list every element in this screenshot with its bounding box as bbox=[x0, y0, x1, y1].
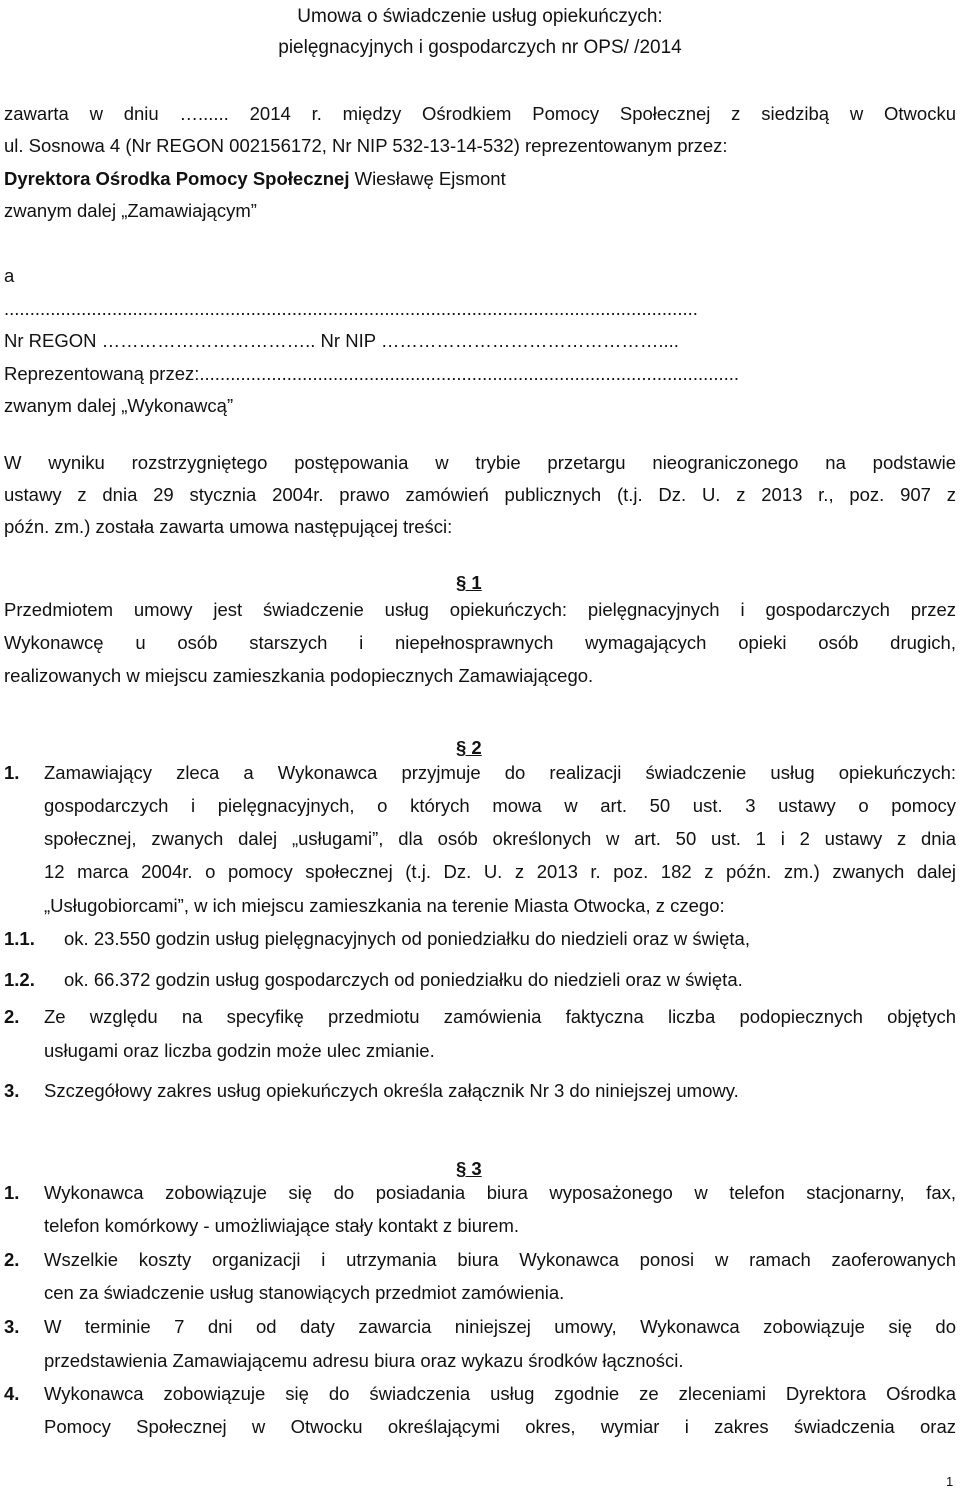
section-1-line-3: realizowanych w miejscu zamieszkania podopiecznych Zamawiającego. bbox=[4, 665, 594, 686]
section-2-item-1-line-2: gospodarczych i pielęgnacyjnych, o których mowa w art. 50 ust. 3 ustawy o pomocy bbox=[44, 795, 956, 816]
section-3-item-4-number: 4. bbox=[4, 1383, 20, 1404]
section-2-item-1-1-number: 1.1. bbox=[4, 928, 35, 949]
section-2-item-1-number: 1. bbox=[4, 762, 20, 783]
header-line-1: zawarta w dniu …...... 2014 r. między Ośrodkiem Pomocy Społecznej z siedzibą w Otwocku bbox=[4, 103, 956, 124]
intro-line-3: późn. zm.) została zawarta umowa następującej treści: bbox=[4, 516, 453, 537]
ordering-party-label: zwanym dalej „Zamawiającym” bbox=[4, 200, 257, 221]
intro-line-1: W wyniku rozstrzygniętego postępowania w trybie przetargu nieograniczonego na podstawie bbox=[4, 452, 956, 473]
contractor-label: zwanym dalej „Wykonawcą” bbox=[4, 395, 234, 416]
section-3-item-1-number: 1. bbox=[4, 1182, 20, 1203]
section-3-item-1-line-1: Wykonawca zobowiązuje się do posiadania biura wyposażonego w telefon stacjonarny, fax, bbox=[44, 1182, 956, 1203]
section-1-heading: § 1 bbox=[456, 572, 482, 593]
section-1-line-2: Wykonawcę u osób starszych i niepełnosprawnych wymagających opieki osób drugich, bbox=[4, 632, 956, 653]
section-3-item-3-number: 3. bbox=[4, 1316, 20, 1337]
director-name: Wiesławę Ejsmont bbox=[349, 168, 506, 189]
section-3-item-3-line-1: W terminie 7 dni od daty zawarcia niniejszej umowy, Wykonawca zobowiązuje się do bbox=[44, 1316, 956, 1337]
section-3-item-2-line-2: cen za świadczenie usług stanowiących przedmiot zamówienia. bbox=[44, 1282, 565, 1303]
header-line-3 bbox=[4, 162, 506, 195]
and-connector: a bbox=[4, 265, 15, 286]
section-3-item-3-line-2: przedstawienia Zamawiającemu adresu biura oraz wykazu środków łączności. bbox=[44, 1350, 684, 1371]
header-line-2: ul. Sosnowa 4 (Nr REGON 002156172, Nr NIP 532-13-14-532) reprezentowanym przez: bbox=[4, 135, 728, 156]
section-1-line-1: Przedmiotem umowy jest świadczenie usług opiekuńczych: pielęgnacyjnych i gospodarczych przez bbox=[4, 599, 956, 620]
section-2-item-2-line-1: Ze względu na specyfikę przedmiotu zamówienia faktyczna liczba podopiecznych objętych bbox=[44, 1006, 956, 1027]
document-title-line-2: pielęgnacyjnych i gospodarczych nr OPS/ /2014 bbox=[278, 37, 682, 58]
section-3-item-2-line-1: Wszelkie koszty organizacji i utrzymania biura Wykonawca ponosi w ramach zaoferowanych bbox=[44, 1249, 956, 1270]
section-2-item-3-number: 3. bbox=[4, 1080, 20, 1101]
section-2-item-2-line-2: usługami oraz liczba godzin może ulec zmianie. bbox=[44, 1040, 435, 1061]
section-3-item-1-line-2: telefon komórkowy - umożliwiające stały kontakt z biurem. bbox=[44, 1215, 520, 1236]
page-number: 1 bbox=[946, 1474, 954, 1489]
contractor-name-placeholder: ....................................................................................................................................... bbox=[4, 298, 698, 319]
section-2-item-1-line-1: Zamawiający zleca a Wykonawca przyjmuje do realizacji świadczenie usług opiekuńczych: bbox=[44, 762, 956, 783]
section-2-item-2-number: 2. bbox=[4, 1006, 20, 1027]
intro-line-2: ustawy z dnia 29 stycznia 2004r. prawo zamówień publicznych (t.j. Dz. U. z 2013 r., poz. 907 z bbox=[4, 484, 956, 505]
regon-nip-line: Nr REGON …………………………….. Nr NIP ……………………………………….... bbox=[4, 330, 679, 351]
represented-by-line: Reprezentowaną przez:......................................................................................................... bbox=[4, 363, 740, 384]
section-3-item-4-line-2: Pomocy Społecznej w Otwocku określającymi okres, wymiar i zakres świadczenia oraz bbox=[44, 1416, 956, 1437]
section-2-item-1-line-3: społecznej, zwanych dalej „usługami”, dla osób określonych w art. 50 ust. 1 i 2 ustawy z dnia bbox=[44, 828, 956, 849]
section-2-item-1-2-number: 1.2. bbox=[4, 969, 35, 990]
director-title: Dyrektora Ośrodka Pomocy Społecznej bbox=[4, 168, 350, 189]
section-2-heading: § 2 bbox=[456, 737, 482, 758]
section-3-item-4-line-1: Wykonawca zobowiązuje się do świadczenia usług zgodnie ze zleceniami Dyrektora Ośrodka bbox=[44, 1383, 956, 1404]
section-2-item-1-1-text: ok. 23.550 godzin usług pielęgnacyjnych od poniedziałku do niedzieli oraz w święta, bbox=[64, 928, 750, 949]
section-2-item-1-2-text: ok. 66.372 godzin usług gospodarczych od poniedziałku do niedzieli oraz w święta. bbox=[64, 969, 743, 990]
section-2-item-1-line-5: „Usługobiorcami”, w ich miejscu zamieszkania na terenie Miasta Otwocka, z czego: bbox=[44, 895, 725, 916]
section-2-item-1-line-4: 12 marca 2004r. o pomocy społecznej (t.j. Dz. U. z 2013 r. poz. 182 z późn. zm.) zwanych dalej bbox=[44, 861, 956, 882]
document-title-line-1: Umowa o świadczenie usług opiekuńczych: bbox=[297, 6, 663, 27]
section-2-item-3-line-1: Szczegółowy zakres usług opiekuńczych określa załącznik Nr 3 do niniejszej umowy. bbox=[44, 1080, 739, 1101]
section-3-heading: § 3 bbox=[456, 1158, 482, 1179]
section-3-item-2-number: 2. bbox=[4, 1249, 20, 1270]
